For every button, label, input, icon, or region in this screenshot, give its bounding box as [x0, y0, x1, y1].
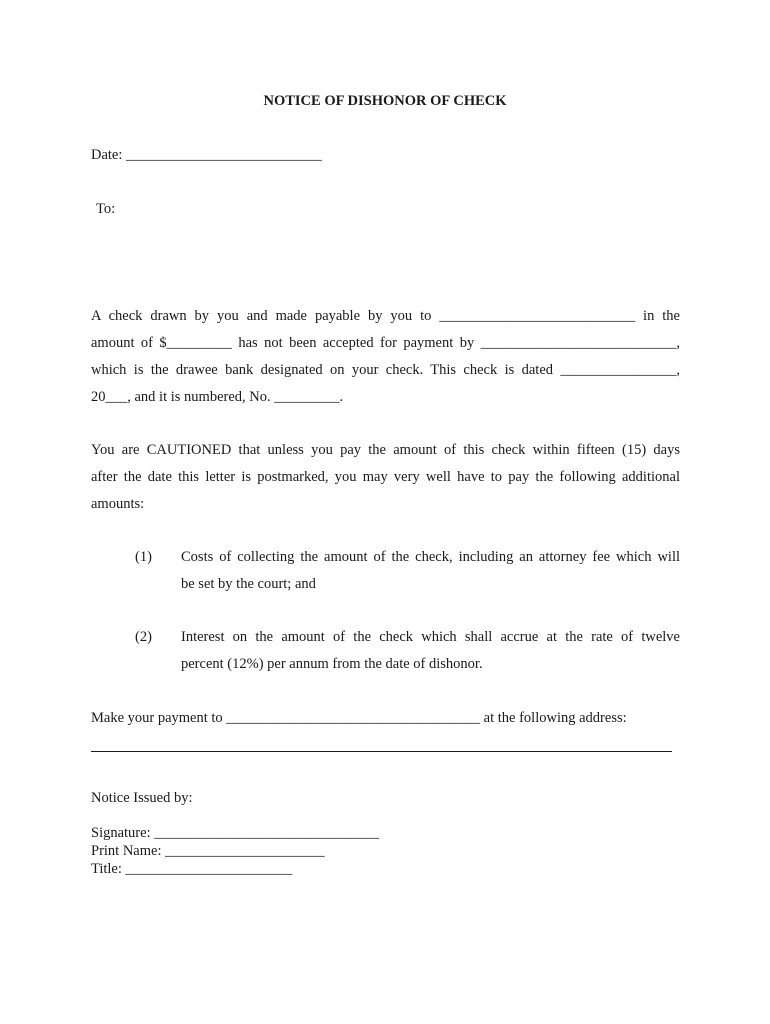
paragraph-1-line-4: 20___, and it is numbered, No. _________. [91, 389, 344, 405]
list-item-text-line-2: be set by the court; and [181, 576, 316, 592]
paragraph-2-line-3: amounts: [91, 496, 145, 512]
paragraph-2-line-2: after the date this letter is postmarked, you may very well have to pay the following additional [91, 469, 680, 485]
title-line: Title: _______________________ [91, 861, 293, 877]
print-name-line: Print Name: ______________________ [91, 843, 325, 859]
address-blank-line [91, 751, 672, 752]
list-item-text-line-1: Interest on the amount of the check which shall accrue at the rate of twelve [181, 629, 680, 645]
list-item-number: (1) [135, 549, 152, 565]
paragraph-2-line-1: You are CAUTIONED that unless you pay the amount of this check within fifteen (15) days [91, 442, 680, 458]
list-item-number: (2) [135, 629, 152, 645]
payment-line: Make your payment to ___________________________________ at the following address: [91, 710, 627, 726]
date-line: Date: ___________________________ [91, 147, 322, 163]
paragraph-1-line-3: which is the drawee bank designated on your check. This check is dated ________________, [91, 362, 680, 378]
to-line: To: [96, 201, 116, 217]
signature-line: Signature: _______________________________ [91, 825, 379, 841]
document-title: NOTICE OF DISHONOR OF CHECK [263, 93, 507, 109]
paragraph-1-line-2: amount of $_________ has not been accepted for payment by ___________________________, [91, 335, 680, 351]
list-item-text-line-2: percent (12%) per annum from the date of dishonor. [181, 656, 483, 672]
list-item-text-line-1: Costs of collecting the amount of the check, including an attorney fee which will [181, 549, 680, 565]
paragraph-1-line-1: A check drawn by you and made payable by you to ___________________________ in the [91, 308, 680, 324]
notice-issued-label: Notice Issued by: [91, 790, 193, 806]
